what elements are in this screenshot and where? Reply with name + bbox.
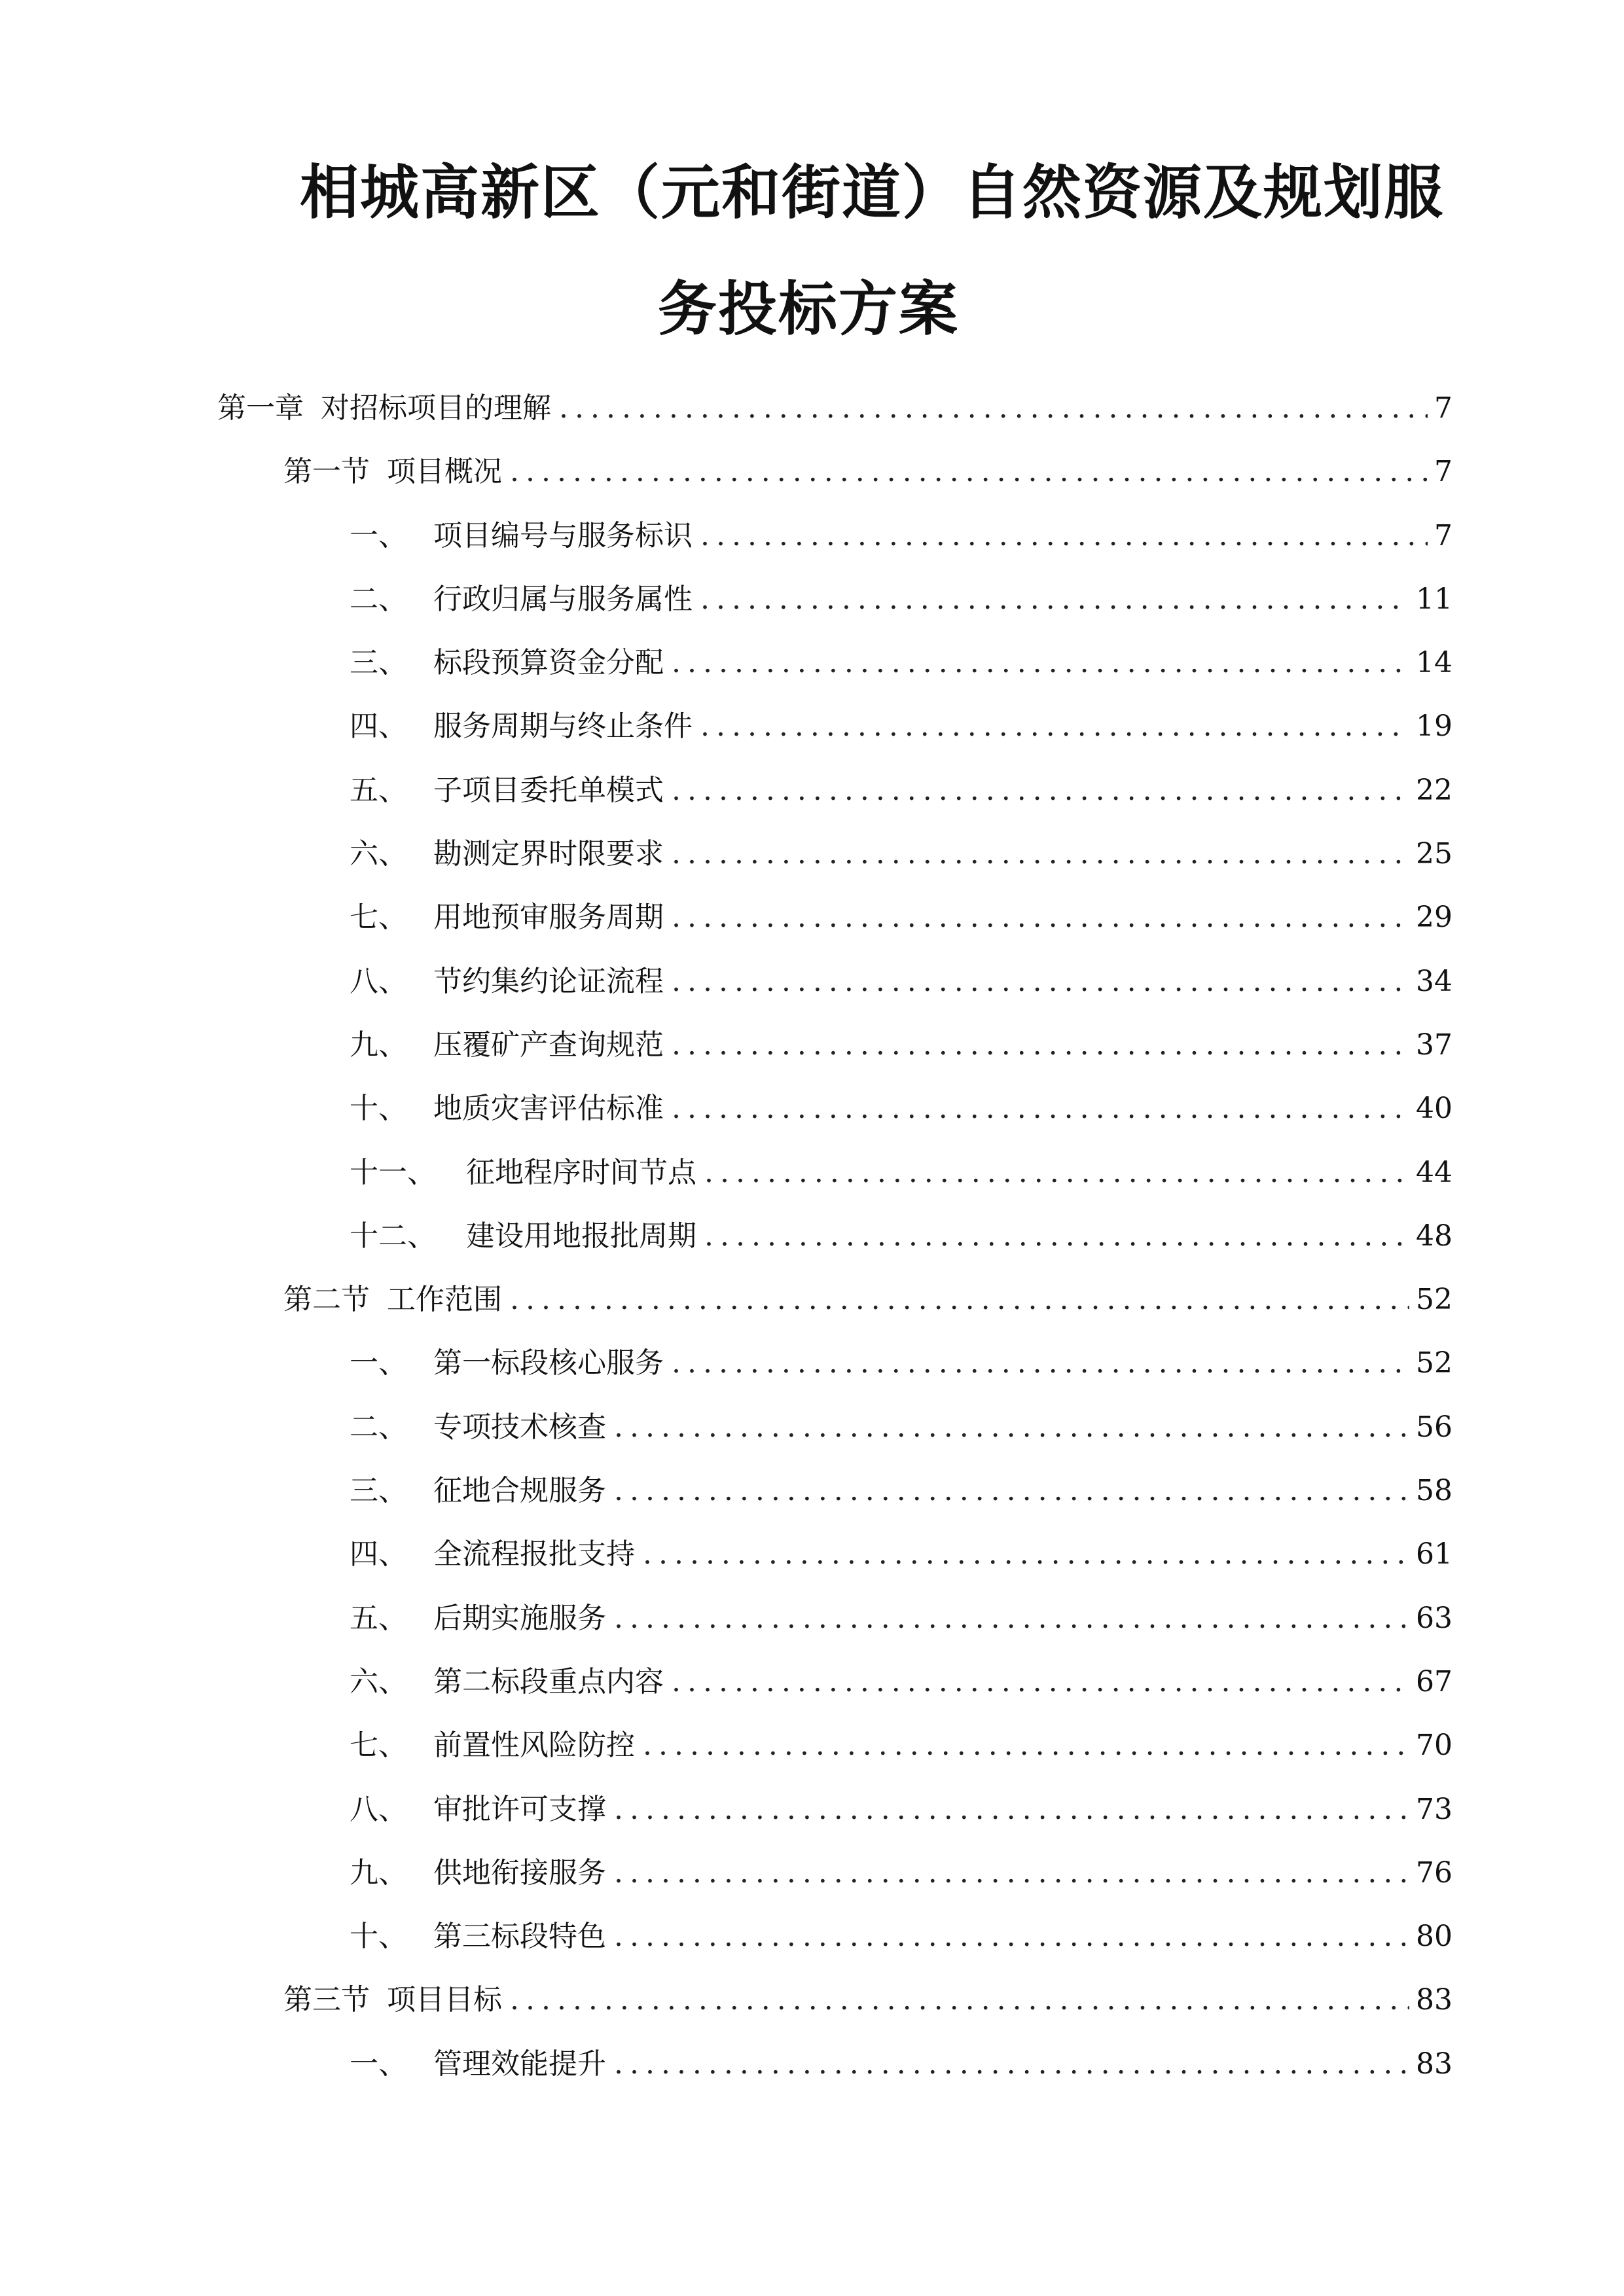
- toc-dot-leader: [700, 694, 1409, 758]
- toc-entry[interactable]: [0, 2032, 1624, 2096]
- toc-entry-page-number: 7: [1434, 391, 1453, 425]
- toc-entry-row: [217, 376, 1453, 440]
- toc-entry-title: 征地程序时间节点: [466, 1155, 696, 1189]
- toc-dot-leader: [700, 504, 1428, 567]
- toc-dot-leader: [559, 376, 1428, 440]
- toc-entry-row: [350, 631, 1453, 694]
- toc-dot-leader: [700, 567, 1409, 631]
- toc-entry-number: 第一章: [217, 391, 304, 425]
- toc-entry-page-number: 14: [1416, 646, 1453, 680]
- toc-entry-row: [350, 2032, 1453, 2096]
- toc-entry[interactable]: [0, 1141, 1624, 1204]
- toc-entry-row: [350, 1395, 1453, 1459]
- toc-entry-number: 六、: [350, 1664, 407, 1698]
- toc-entry-page-number: 70: [1416, 1729, 1453, 1763]
- toc-entry-title: 第一标段核心服务: [433, 1346, 664, 1380]
- toc-entry-page-number: 52: [1416, 1283, 1453, 1317]
- toc-entry-number: 五、: [350, 773, 407, 807]
- toc-entry-page-number: 80: [1416, 1920, 1453, 1954]
- toc-entry-row: [350, 1459, 1453, 1522]
- toc-entry-title: 节约集约论证流程: [433, 964, 664, 998]
- toc-dot-leader: [672, 1331, 1409, 1395]
- document-title-line-2: 务投标方案: [658, 275, 959, 344]
- toc-dot-leader: [614, 2032, 1409, 2096]
- toc-entry-row: [350, 1905, 1453, 1968]
- toc-entry[interactable]: [0, 1204, 1624, 1268]
- toc-entry-row: [283, 440, 1453, 503]
- toc-entry-number: 八、: [350, 1792, 407, 1826]
- toc-entry-page-number: 7: [1434, 455, 1453, 489]
- toc-entry-title: 项目编号与服务标识: [433, 518, 693, 552]
- toc-entry-number: 第一节: [283, 455, 370, 489]
- toc-dot-leader: [643, 1713, 1409, 1777]
- toc-entry-title: 专项技术核查: [433, 1410, 606, 1444]
- toc-dot-leader: [614, 1395, 1409, 1459]
- toc-entry-title: 第二标段重点内容: [433, 1664, 664, 1698]
- toc-entry-number: 三、: [350, 1474, 407, 1508]
- toc-entry-page-number: 29: [1416, 901, 1453, 935]
- toc-dot-leader: [614, 1459, 1409, 1522]
- toc-entry-title: 管理效能提升: [433, 2047, 606, 2081]
- toc-entry-page-number: 19: [1416, 709, 1453, 744]
- toc-entry-number: 九、: [350, 1856, 407, 1890]
- toc-dot-leader: [510, 1268, 1409, 1331]
- toc-entry[interactable]: [0, 1650, 1624, 1713]
- toc-entry-number: 六、: [350, 837, 407, 871]
- toc-dot-leader: [672, 950, 1409, 1013]
- toc-dot-leader: [643, 1522, 1409, 1586]
- toc-dot-leader: [672, 886, 1409, 949]
- toc-entry[interactable]: [0, 822, 1624, 886]
- toc-entry[interactable]: [0, 504, 1624, 567]
- toc-entry[interactable]: [0, 1968, 1624, 2032]
- toc-entry-page-number: 52: [1416, 1346, 1453, 1380]
- toc-entry-title: 供地衔接服务: [433, 1856, 606, 1890]
- toc-entry-title: 服务周期与终止条件: [433, 709, 693, 744]
- toc-entry-number: 七、: [350, 1729, 407, 1763]
- toc-dot-leader: [704, 1141, 1409, 1204]
- toc-entry-title: 行政归属与服务属性: [433, 582, 693, 616]
- toc-dot-leader: [614, 1778, 1409, 1841]
- toc-dot-leader: [672, 1077, 1409, 1140]
- toc-entry-title: 用地预审服务周期: [433, 901, 664, 935]
- toc-entry[interactable]: [0, 759, 1624, 822]
- toc-entry-row: [350, 694, 1453, 758]
- toc-entry-number: 二、: [350, 1410, 407, 1444]
- toc-entry-title: 工作范围: [387, 1283, 502, 1317]
- toc-entry-title: 勘测定界时限要求: [433, 837, 664, 871]
- toc-entry-number: 一、: [350, 1346, 407, 1380]
- toc-entry-number: 一、: [350, 518, 407, 552]
- toc-entry-title: 压覆矿产查询规范: [433, 1028, 664, 1062]
- toc-entry[interactable]: [0, 886, 1624, 949]
- toc-entry-page-number: 73: [1416, 1792, 1453, 1826]
- toc-entry-title: 标段预算资金分配: [433, 646, 664, 680]
- toc-entry-page-number: 40: [1416, 1092, 1453, 1126]
- toc-dot-leader: [672, 1650, 1409, 1713]
- toc-dot-leader: [510, 1968, 1409, 2032]
- toc-entry[interactable]: [0, 1587, 1624, 1650]
- toc-entry[interactable]: [0, 1905, 1624, 1968]
- toc-entry[interactable]: [0, 1778, 1624, 1841]
- toc-entry-number: 九、: [350, 1028, 407, 1062]
- toc-entry-page-number: 56: [1416, 1410, 1453, 1444]
- toc-entry-number: 七、: [350, 901, 407, 935]
- toc-entry[interactable]: [0, 1013, 1624, 1077]
- toc-entry[interactable]: [0, 1331, 1624, 1395]
- toc-entry-number: 十一、: [350, 1155, 436, 1189]
- toc-entry-page-number: 76: [1416, 1856, 1453, 1890]
- toc-entry[interactable]: [0, 1459, 1624, 1522]
- toc-entry-title: 全流程报批支持: [433, 1537, 635, 1571]
- toc-entry[interactable]: [0, 567, 1624, 631]
- toc-entry-number: 第二节: [283, 1283, 370, 1317]
- toc-entry-number: 四、: [350, 709, 407, 744]
- toc-entry-page-number: 48: [1416, 1219, 1453, 1253]
- toc-entry-row: [350, 759, 1453, 822]
- toc-entry-page-number: 58: [1416, 1474, 1453, 1508]
- toc-entry-page-number: 34: [1416, 964, 1453, 998]
- toc-entry[interactable]: [0, 440, 1624, 503]
- toc-entry[interactable]: [0, 1522, 1624, 1586]
- toc-entry-row: [350, 822, 1453, 886]
- toc-entry-page-number: 63: [1416, 1601, 1453, 1635]
- toc-entry-row: [350, 1204, 1453, 1268]
- toc-entry-title: 项目概况: [387, 455, 502, 489]
- toc-entry-title: 地质灾害评估标准: [433, 1092, 664, 1126]
- toc-entry[interactable]: [0, 1268, 1624, 1331]
- toc-entry-number: 一、: [350, 2047, 407, 2081]
- toc-entry-number: 三、: [350, 646, 407, 680]
- toc-entry-page-number: 22: [1416, 773, 1453, 807]
- toc-entry-number: 二、: [350, 582, 407, 616]
- toc-dot-leader: [614, 1587, 1409, 1650]
- toc-entry-row: [350, 1331, 1453, 1395]
- toc-dot-leader: [672, 631, 1409, 694]
- toc-entry-row: [350, 886, 1453, 949]
- toc-entry-title: 项目目标: [387, 1983, 502, 2017]
- toc-dot-leader: [672, 822, 1409, 886]
- toc-entry-row: [350, 1587, 1453, 1650]
- toc-entry-row: [283, 1268, 1453, 1331]
- toc-entry-row: [283, 1968, 1453, 2032]
- toc-dot-leader: [672, 1013, 1409, 1077]
- toc-dot-leader: [672, 759, 1409, 822]
- toc-entry[interactable]: [0, 631, 1624, 694]
- toc-entry-row: [350, 504, 1453, 567]
- toc-entry-title: 建设用地报批周期: [466, 1219, 696, 1253]
- toc-entry-title: 对招标项目的理解: [321, 391, 551, 425]
- toc-entry-title: 后期实施服务: [433, 1601, 606, 1635]
- table-of-contents: [0, 376, 1624, 2096]
- toc-entry[interactable]: [0, 1713, 1624, 1777]
- toc-entry[interactable]: [0, 950, 1624, 1013]
- toc-entry[interactable]: [0, 1841, 1624, 1905]
- toc-dot-leader: [614, 1841, 1409, 1905]
- toc-entry-row: [350, 1141, 1453, 1204]
- toc-entry-page-number: 11: [1416, 582, 1453, 616]
- toc-entry[interactable]: [0, 694, 1624, 758]
- toc-dot-leader: [704, 1204, 1409, 1268]
- toc-entry-page-number: 7: [1434, 518, 1453, 552]
- toc-entry-number: 十二、: [350, 1219, 436, 1253]
- toc-entry-number: 第三节: [283, 1983, 370, 2017]
- toc-entry-number: 十、: [350, 1092, 407, 1126]
- toc-entry-number: 八、: [350, 964, 407, 998]
- toc-entry-page-number: 44: [1416, 1155, 1453, 1189]
- toc-entry-number: 四、: [350, 1537, 407, 1571]
- toc-entry[interactable]: [0, 376, 1624, 440]
- toc-dot-leader: [614, 1905, 1409, 1968]
- toc-entry-page-number: 25: [1416, 837, 1453, 871]
- toc-entry-row: [350, 1841, 1453, 1905]
- toc-entry-row: [350, 1650, 1453, 1713]
- toc-entry-row: [350, 1778, 1453, 1841]
- toc-entry-page-number: 83: [1416, 1983, 1453, 2017]
- toc-entry-row: [350, 950, 1453, 1013]
- toc-entry[interactable]: [0, 1077, 1624, 1140]
- toc-entry-page-number: 67: [1416, 1664, 1453, 1698]
- toc-entry-title: 第三标段特色: [433, 1920, 606, 1954]
- toc-entry-title: 子项目委托单模式: [433, 773, 664, 807]
- toc-entry-title: 审批许可支撑: [433, 1792, 606, 1826]
- document-title-line-1: 相城高新区（元和街道）自然资源及规划服: [300, 158, 1444, 227]
- toc-entry[interactable]: [0, 1395, 1624, 1459]
- toc-entry-page-number: 61: [1416, 1537, 1453, 1571]
- toc-entry-title: 前置性风险防控: [433, 1729, 635, 1763]
- toc-entry-row: [350, 1713, 1453, 1777]
- toc-dot-leader: [510, 440, 1428, 503]
- toc-entry-number: 十、: [350, 1920, 407, 1954]
- toc-entry-page-number: 83: [1416, 2047, 1453, 2081]
- toc-entry-row: [350, 1522, 1453, 1586]
- toc-entry-row: [350, 567, 1453, 631]
- toc-entry-title: 征地合规服务: [433, 1474, 606, 1508]
- toc-entry-number: 五、: [350, 1601, 407, 1635]
- toc-entry-page-number: 37: [1416, 1028, 1453, 1062]
- toc-entry-row: [350, 1013, 1453, 1077]
- toc-entry-row: [350, 1077, 1453, 1140]
